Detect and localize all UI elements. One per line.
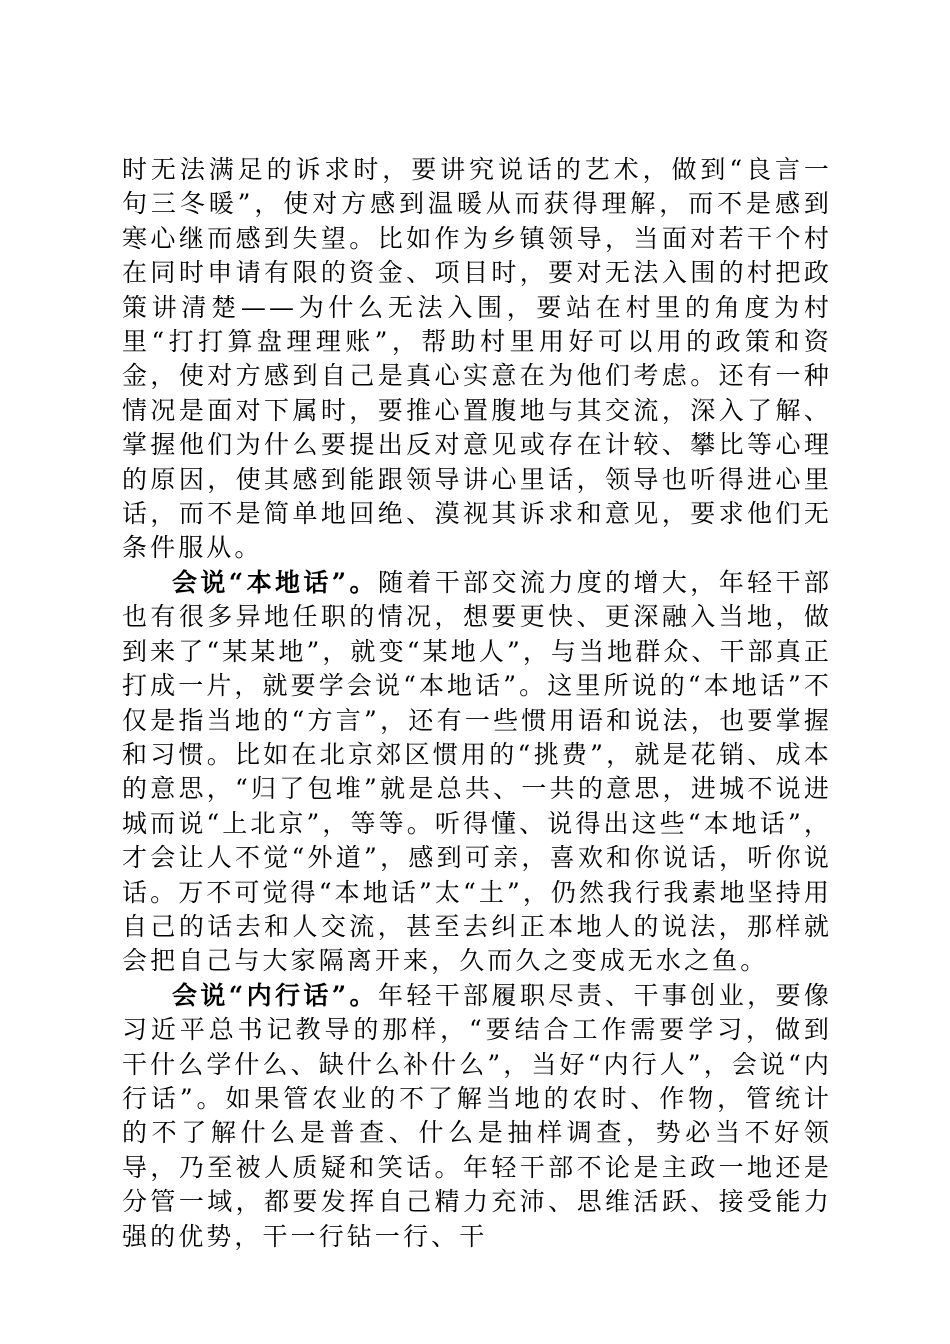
- paragraph-body: 时无法满足的诉求时，要讲究说话的艺术，做到“良言一句三冬暖”，使对方感到温暖从而获得理解，而不是感到寒心继而感到失望。比如作为乡镇领导，当面对若干个村在同时申请有限的资金、项目时，要对无法入围的村把政策讲清楚——为什么无法入围，要站在村里的角度为村里“打打算盘理理账”，帮助村里用好可以用的政策和资金，使对方感到自己是真心实意在为他们考虑。还有一种情况是面对下属时，要推心置腹地与其交流，深入了解、掌握他们为什么要提出反对意见或存在计较、攀比等心理的原因，使其感到能跟领导讲心里话，领导也听得进心里话，而不是简单地回绝、漠视其诉求和意见，要求他们无条件服从。: [122, 155, 832, 563]
- paragraph-body: 随着干部交流力度的增大，年轻干部也有很多异地任职的情况，想要更快、更深融入当地，做到来了“某某地”，就变“某地人”，与当地群众、干部真正打成一片，就要学会说“本地话”。这里所说的“本地话”不仅是指当地的“方言”，还有一些惯用语和说法，也要掌握和习惯。比如在北京郊区惯用的“挑费”，就是花销、成本的意思，“归了包堆”就是总共、一共的意思，进城不说进城而说“上北京”，等等。听得懂、说得出这些“本地话”，才会让人不觉“外道”，感到可亲，喜欢和你说话，听你说话。万不可觉得“本地话”太“土”，仍然我行我素地坚持用自己的话去和人交流，甚至去纠正本地人的说法，那样就会把自己与大家隔离开来，久而久之变成无水之鱼。: [122, 567, 832, 976]
- paragraph-lead-heading: 会说“内行话”。: [172, 980, 378, 1010]
- paragraph-expert-talk: [122, 979, 832, 1254]
- paragraph-continuation: [122, 153, 832, 566]
- paragraph-body: 年轻干部履职尽责、干事创业，要像习近平总书记教导的那样，“要结合工作需要学习，做到干什么学什么、缺什么补什么”，当好“内行人”，会说“内行话”。如果管农业的不了解当地的农时、作物，管统计的不了解什么是普查、什么是抽样调查，势必当不好领导，乃至被人质疑和笑话。年轻干部不论是主政一地还是分管一域，都要发挥自己精力充沛、思维活跃、接受能力强的优势，干一行钻一行、干: [122, 980, 832, 1251]
- paragraph-lead-heading: 会说“本地话”。: [172, 567, 378, 597]
- document-body: [122, 153, 832, 1254]
- paragraph-local-dialect: [122, 566, 832, 979]
